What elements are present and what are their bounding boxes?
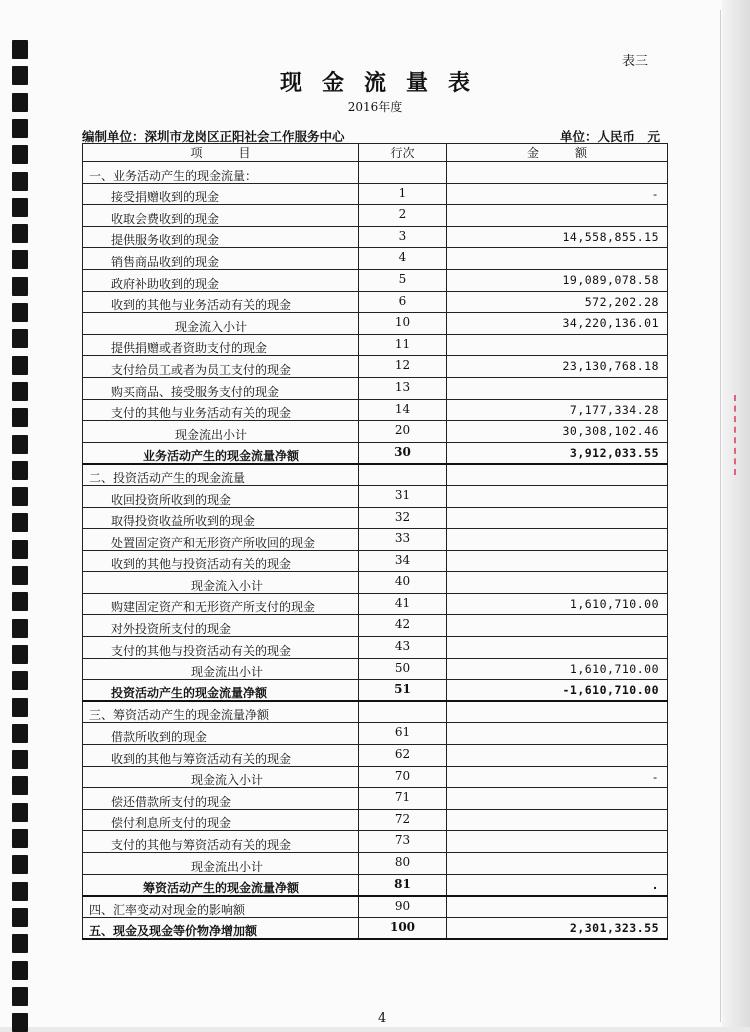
table-header-row (83, 144, 668, 162)
row-item-label: 现金流出小计 (83, 658, 359, 680)
binding-hole (12, 250, 28, 269)
row-amount (447, 485, 668, 507)
binding-hole (12, 566, 28, 585)
row-item-label: 现金流出小计 (83, 853, 359, 875)
binding-hole (12, 513, 28, 532)
row-line-number: 51 (359, 680, 447, 702)
table-row (83, 550, 668, 572)
row-line-number: 1 (359, 183, 447, 205)
binding-hole (12, 987, 28, 1006)
binding-hole (12, 776, 28, 795)
row-item-label: 二、投资活动产生的现金流量 (83, 464, 359, 486)
binding-hole (12, 724, 28, 743)
binding-hole (12, 224, 28, 243)
row-item-label: 销售商品收到的现金 (83, 248, 359, 270)
table-row (83, 205, 668, 227)
row-line-number: 34 (359, 550, 447, 572)
binding-hole (12, 750, 28, 769)
page-number: 4 (378, 1011, 387, 1026)
table-row (83, 291, 668, 313)
row-item-label: 收回投资所收到的现金 (83, 485, 359, 507)
row-line-number (359, 464, 447, 486)
row-line-number: 33 (359, 529, 447, 551)
row-amount (447, 529, 668, 551)
row-line-number: 61 (359, 723, 447, 745)
row-item-label: 现金流入小计 (83, 766, 359, 788)
table-row (83, 485, 668, 507)
row-amount (447, 701, 668, 723)
column-header-item: 项 目 (83, 144, 359, 162)
table-row (83, 658, 668, 680)
row-item-label: 收到的其他与投资活动有关的现金 (83, 550, 359, 572)
binding-hole (12, 382, 28, 401)
row-amount: . (447, 874, 668, 896)
row-amount (447, 637, 668, 659)
red-ink-mark (734, 395, 744, 475)
row-item-label: 收取会费收到的现金 (83, 205, 359, 227)
row-amount (447, 162, 668, 184)
row-item-label: 偿付利息所支付的现金 (83, 809, 359, 831)
row-amount: 7,177,334.28 (447, 399, 668, 421)
binding-hole (12, 671, 28, 690)
row-line-number: 90 (359, 896, 447, 918)
row-amount (447, 745, 668, 767)
row-item-label: 投资活动产生的现金流量净额 (83, 680, 359, 702)
row-amount: 23,130,768.18 (447, 356, 668, 378)
binding-hole (12, 882, 28, 901)
row-line-number: 11 (359, 334, 447, 356)
row-item-label: 支付的其他与投资活动有关的现金 (83, 637, 359, 659)
binding-hole (12, 961, 28, 980)
row-amount (447, 723, 668, 745)
row-amount: 30,308,102.46 (447, 421, 668, 443)
table-row (83, 377, 668, 399)
table-row (83, 162, 668, 184)
row-amount: 2,301,323.55 (447, 917, 668, 939)
row-item-label: 收到的其他与业务活动有关的现金 (83, 291, 359, 313)
binding-hole (12, 172, 28, 191)
binding-hole (12, 303, 28, 322)
row-amount: 19,089,078.58 (447, 269, 668, 291)
row-line-number: 20 (359, 421, 447, 443)
binding-hole (12, 40, 28, 59)
table-row (83, 831, 668, 853)
table-number: 表三 (622, 54, 649, 69)
row-item-label: 五、现金及现金等价物净增加额 (83, 917, 359, 939)
row-item-label: 筹资活动产生的现金流量净额 (83, 874, 359, 896)
row-line-number: 80 (359, 853, 447, 875)
binding-hole (12, 855, 28, 874)
table-row (83, 421, 668, 443)
row-item-label: 现金流出小计 (83, 421, 359, 443)
table-row (83, 334, 668, 356)
binding-hole (12, 540, 28, 559)
binding-hole (12, 698, 28, 717)
row-line-number: 13 (359, 377, 447, 399)
binding-hole (12, 356, 28, 375)
row-line-number: 2 (359, 205, 447, 227)
row-amount: 34,220,136.01 (447, 313, 668, 335)
row-line-number: 5 (359, 269, 447, 291)
row-item-label: 取得投资收益所收到的现金 (83, 507, 359, 529)
table-row (83, 701, 668, 723)
table-row (83, 464, 668, 486)
row-item-label: 三、筹资活动产生的现金流量净额 (83, 701, 359, 723)
binding-hole (12, 277, 28, 296)
table-row (83, 896, 668, 918)
table-row (83, 917, 668, 939)
reporting-entity: 编制单位：深圳市龙岗区正阳社会工作服务中心 (82, 129, 345, 144)
spiral-binding (0, 0, 36, 1027)
row-amount (447, 788, 668, 810)
table-body (83, 162, 668, 939)
row-line-number (359, 162, 447, 184)
table-row (83, 745, 668, 767)
row-line-number: 12 (359, 356, 447, 378)
row-item-label: 四、汇率变动对现金的影响额 (83, 896, 359, 918)
table-row (83, 572, 668, 594)
row-item-label: 支付的其他与筹资活动有关的现金 (83, 831, 359, 853)
row-line-number: 70 (359, 766, 447, 788)
row-line-number: 14 (359, 399, 447, 421)
row-line-number: 40 (359, 572, 447, 594)
binding-hole (12, 645, 28, 664)
row-amount (447, 507, 668, 529)
row-line-number: 10 (359, 313, 447, 335)
binding-hole (12, 408, 28, 427)
row-line-number: 50 (359, 658, 447, 680)
row-amount (447, 377, 668, 399)
column-header-amount: 金 额 (447, 144, 668, 162)
table-row (83, 680, 668, 702)
row-amount: 1,610,710.00 (447, 593, 668, 615)
row-amount (447, 464, 668, 486)
binding-hole (12, 487, 28, 506)
row-amount (447, 896, 668, 918)
binding-hole (12, 461, 28, 480)
binding-hole (12, 592, 28, 611)
cash-flow-table (82, 143, 668, 940)
row-amount (447, 615, 668, 637)
row-line-number: 42 (359, 615, 447, 637)
table-row (83, 313, 668, 335)
row-line-number: 100 (359, 917, 447, 939)
binding-hole (12, 908, 28, 927)
row-line-number: 6 (359, 291, 447, 313)
row-amount (447, 334, 668, 356)
row-item-label: 收到的其他与筹资活动有关的现金 (83, 745, 359, 767)
row-amount: - (447, 183, 668, 205)
row-item-label: 提供服务收到的现金 (83, 226, 359, 248)
row-amount: -1,610,710.00 (447, 680, 668, 702)
row-item-label: 对外投资所支付的现金 (83, 615, 359, 637)
row-line-number: 4 (359, 248, 447, 270)
binding-hole (12, 119, 28, 138)
row-amount (447, 831, 668, 853)
row-item-label: 支付的其他与业务活动有关的现金 (83, 399, 359, 421)
page-title: 现金流量表 (279, 71, 490, 96)
row-line-number: 71 (359, 788, 447, 810)
binding-hole (12, 1013, 28, 1032)
row-line-number: 3 (359, 226, 447, 248)
row-line-number: 31 (359, 485, 447, 507)
row-item-label: 政府补助收到的现金 (83, 269, 359, 291)
row-amount: 14,558,855.15 (447, 226, 668, 248)
row-line-number: 72 (359, 809, 447, 831)
binding-hole (12, 829, 28, 848)
page-edge (722, 0, 750, 1027)
row-item-label: 现金流入小计 (83, 313, 359, 335)
row-amount: 3,912,033.55 (447, 442, 668, 464)
row-amount: - (447, 766, 668, 788)
row-item-label: 支付给员工或者为员工支付的现金 (83, 356, 359, 378)
table-row (83, 226, 668, 248)
row-item-label: 提供捐赠或者资助支付的现金 (83, 334, 359, 356)
row-item-label: 现金流入小计 (83, 572, 359, 594)
table-row (83, 809, 668, 831)
row-amount (447, 853, 668, 875)
row-line-number: 62 (359, 745, 447, 767)
table-row (83, 637, 668, 659)
binding-hole (12, 198, 28, 217)
binding-hole (12, 145, 28, 164)
binding-hole (12, 329, 28, 348)
table-row (83, 183, 668, 205)
row-line-number: 81 (359, 874, 447, 896)
table-row (83, 593, 668, 615)
row-amount (447, 550, 668, 572)
table-row (83, 874, 668, 896)
table-row (83, 529, 668, 551)
table-row (83, 723, 668, 745)
row-line-number (359, 701, 447, 723)
currency-unit: 单位：人民币 元 (560, 129, 661, 144)
binding-hole (12, 934, 28, 953)
row-line-number: 73 (359, 831, 447, 853)
table-row (83, 507, 668, 529)
row-line-number: 41 (359, 593, 447, 615)
table-row (83, 615, 668, 637)
row-item-label: 借款所收到的现金 (83, 723, 359, 745)
row-amount: 1,610,710.00 (447, 658, 668, 680)
table-row (83, 853, 668, 875)
table-row (83, 269, 668, 291)
row-amount: 572,202.28 (447, 291, 668, 313)
row-item-label: 业务活动产生的现金流量净额 (83, 442, 359, 464)
binding-hole (12, 435, 28, 454)
row-amount (447, 572, 668, 594)
row-item-label: 接受捐赠收到的现金 (83, 183, 359, 205)
report-year: 2016年度 (347, 100, 403, 114)
row-item-label: 一、业务活动产生的现金流量： (83, 162, 359, 184)
row-item-label: 处置固定资产和无形资产所收回的现金 (83, 529, 359, 551)
row-item-label: 购买商品、接受服务支付的现金 (83, 377, 359, 399)
row-amount (447, 205, 668, 227)
column-header-line: 行次 (359, 144, 447, 162)
row-line-number: 32 (359, 507, 447, 529)
binding-hole (12, 803, 28, 822)
table-row (83, 399, 668, 421)
row-item-label: 购建固定资产和无形资产所支付的现金 (83, 593, 359, 615)
binding-hole (12, 619, 28, 638)
table-row (83, 356, 668, 378)
row-amount (447, 809, 668, 831)
row-line-number: 30 (359, 442, 447, 464)
row-item-label: 偿还借款所支付的现金 (83, 788, 359, 810)
table-row (83, 766, 668, 788)
table-row (83, 248, 668, 270)
row-line-number: 43 (359, 637, 447, 659)
table-row (83, 788, 668, 810)
row-amount (447, 248, 668, 270)
table-row (83, 442, 668, 464)
